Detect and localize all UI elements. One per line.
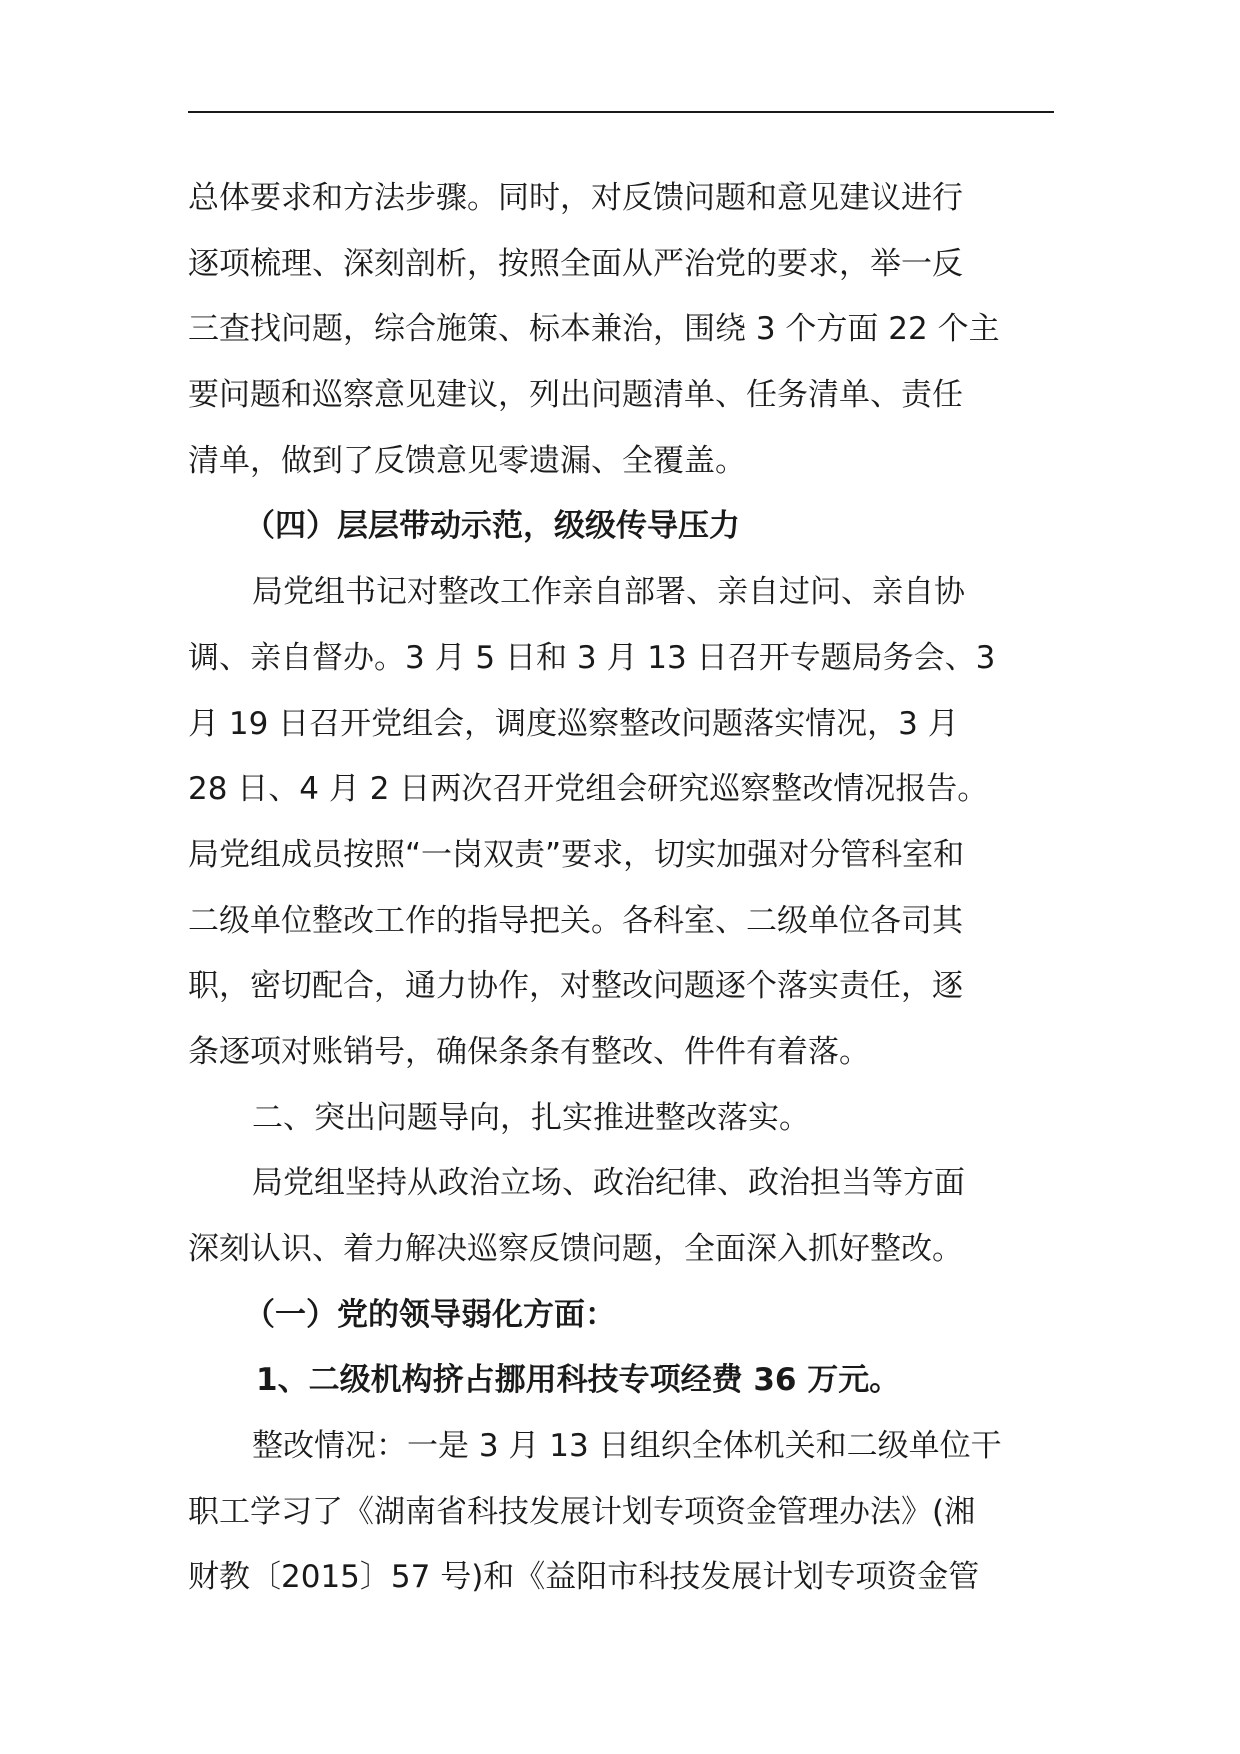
paragraph-line: 清单，做到了反馈意见零遗漏、全覆盖。 xyxy=(188,442,746,479)
section-heading-2: 二、突出问题导向，扎实推进整改落实。 xyxy=(252,1099,810,1136)
paragraph-line: 要问题和巡察意见建议，列出问题清单、任务清单、责任 xyxy=(188,377,963,414)
paragraph-line: 月 19 日召开党组会，调度巡察整改问题落实情况，3 月 xyxy=(188,705,959,742)
paragraph-line: 条逐项对账销号，确保条条有整改、件件有着落。 xyxy=(188,1033,870,1070)
paragraph-line: 职，密切配合，通力协作，对整改问题逐个落实责任，逐 xyxy=(188,968,963,1005)
paragraph-line: 二级单位整改工作的指导把关。各科室、二级单位各司其 xyxy=(188,902,963,939)
paragraph-line: 职工学习了《湖南省科技发展计划专项资金管理办法》(湘 xyxy=(188,1493,976,1530)
item-heading-1: 1、二级机构挤占挪用科技专项经费 36 万元。 xyxy=(256,1362,901,1399)
paragraph-line: 28 日、4 月 2 日两次召开党组会研究巡察整改情况报告。 xyxy=(188,771,989,808)
section-heading-1: （一）党的领导弱化方面： xyxy=(244,1296,616,1333)
paragraph-line: 总体要求和方法步骤。同时，对反馈问题和意见建议进行 xyxy=(188,180,963,216)
paragraph-line: 财教〔2015〕57 号)和《益阳市科技发展计划专项资金管 xyxy=(188,1559,980,1596)
paragraph-line: 局党组书记对整改工作亲自部署、亲自过问、亲自协 xyxy=(252,574,965,611)
paragraph-line: 深刻认识、着力解决巡察反馈问题，全面深入抓好整改。 xyxy=(188,1231,963,1267)
paragraph-line: 逐项梳理、深刻剖析，按照全面从严治党的要求，举一反 xyxy=(188,245,963,282)
paragraph-line: 局党组坚持从政治立场、政治纪律、政治担当等方面 xyxy=(252,1165,965,1202)
document-body xyxy=(188,166,1054,1611)
header-rule xyxy=(188,111,1054,113)
paragraph-line: 局党组成员按照“一岗双责”要求，切实加强对分管科室和 xyxy=(188,836,965,873)
paragraph-line: 三查找问题，综合施策、标本兼治，围绕 3 个方面 22 个主 xyxy=(188,311,1000,348)
paragraph-line: 调、亲自督办。3 月 5 日和 3 月 13 日召开专题局务会、3 xyxy=(188,639,996,676)
paragraph-line: 整改情况：一是 3 月 13 日组织全体机关和二级单位干 xyxy=(252,1428,1002,1465)
section-heading-4: （四）层层带动示范，级级传导压力 xyxy=(244,508,740,545)
